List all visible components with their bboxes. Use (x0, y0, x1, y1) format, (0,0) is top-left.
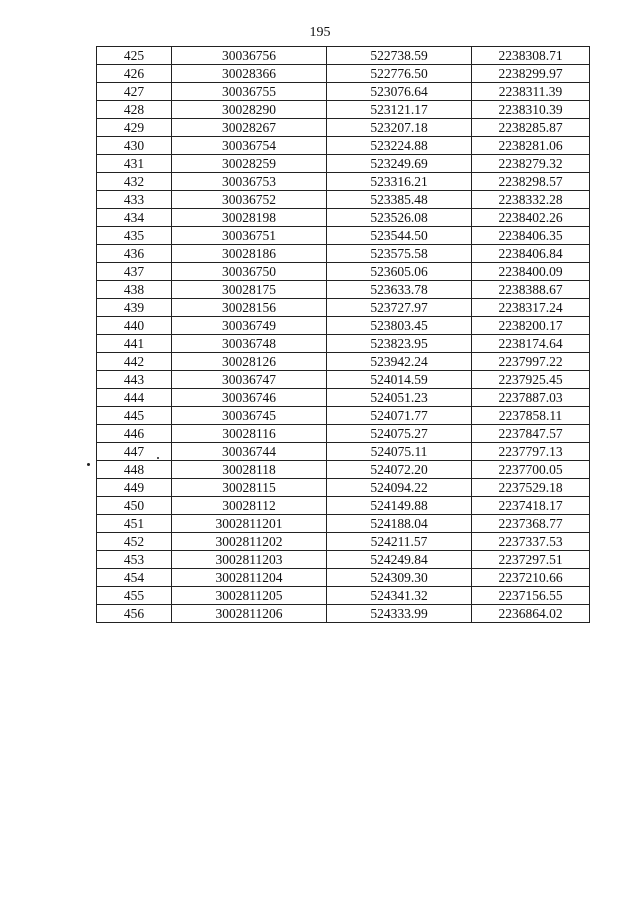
y-coordinate-cell: 2238388.67 (472, 281, 590, 299)
y-coordinate-cell: 2237156.55 (472, 587, 590, 605)
point-number-cell: 441 (97, 335, 172, 353)
y-coordinate-cell: 2237529.18 (472, 479, 590, 497)
table-row (97, 101, 590, 119)
x-coordinate-cell: 524188.04 (327, 515, 472, 533)
table-row (97, 533, 590, 551)
point-id-cell: 30036749 (172, 317, 327, 335)
x-coordinate-cell: 523823.95 (327, 335, 472, 353)
table-row (97, 461, 590, 479)
y-coordinate-cell: 2237997.22 (472, 353, 590, 371)
point-number-cell: 433 (97, 191, 172, 209)
y-coordinate-cell: 2238317.24 (472, 299, 590, 317)
point-number-cell: 425 (97, 47, 172, 65)
table-row (97, 353, 590, 371)
x-coordinate-cell: 524075.27 (327, 425, 472, 443)
y-coordinate-cell: 2238310.39 (472, 101, 590, 119)
x-coordinate-cell: 522738.59 (327, 47, 472, 65)
point-number-cell: 446 (97, 425, 172, 443)
point-number-cell: 445 (97, 407, 172, 425)
table-row (97, 47, 590, 65)
coordinates-table-body (97, 47, 590, 623)
x-coordinate-cell: 524014.59 (327, 371, 472, 389)
y-coordinate-cell: 2238298.57 (472, 173, 590, 191)
point-number-cell: 440 (97, 317, 172, 335)
point-id-cell: 30028198 (172, 209, 327, 227)
x-coordinate-cell: 522776.50 (327, 65, 472, 83)
point-number-cell: 451 (97, 515, 172, 533)
point-id-cell: 30028366 (172, 65, 327, 83)
point-id-cell: 30036744 (172, 443, 327, 461)
table-row (97, 515, 590, 533)
point-number-cell: 448 (97, 461, 172, 479)
x-coordinate-cell: 523526.08 (327, 209, 472, 227)
point-number-cell: 426 (97, 65, 172, 83)
y-coordinate-cell: 2237368.77 (472, 515, 590, 533)
table-row (97, 479, 590, 497)
point-number-cell: 455 (97, 587, 172, 605)
x-coordinate-cell: 523605.06 (327, 263, 472, 281)
point-number-cell: 450 (97, 497, 172, 515)
table-row (97, 173, 590, 191)
point-number-cell: 454 (97, 569, 172, 587)
y-coordinate-cell: 2238400.09 (472, 263, 590, 281)
y-coordinate-cell: 2238299.97 (472, 65, 590, 83)
point-id-cell: 30036751 (172, 227, 327, 245)
y-coordinate-cell: 2237210.66 (472, 569, 590, 587)
y-coordinate-cell: 2238200.17 (472, 317, 590, 335)
point-number-cell: 435 (97, 227, 172, 245)
table-row (97, 551, 590, 569)
x-coordinate-cell: 523316.21 (327, 173, 472, 191)
y-coordinate-cell: 2237700.05 (472, 461, 590, 479)
y-coordinate-cell: 2238406.35 (472, 227, 590, 245)
x-coordinate-cell: 523249.69 (327, 155, 472, 173)
point-id-cell: 3002811201 (172, 515, 327, 533)
point-id-cell: 30036746 (172, 389, 327, 407)
table-row (97, 263, 590, 281)
y-coordinate-cell: 2238285.87 (472, 119, 590, 137)
x-coordinate-cell: 524072.20 (327, 461, 472, 479)
x-coordinate-cell: 523633.78 (327, 281, 472, 299)
point-id-cell: 30036750 (172, 263, 327, 281)
point-id-cell: 30028259 (172, 155, 327, 173)
point-id-cell: 30028267 (172, 119, 327, 137)
point-number-cell: 432 (97, 173, 172, 191)
point-number-cell: 453 (97, 551, 172, 569)
table-row (97, 443, 590, 461)
y-coordinate-cell: 2238406.84 (472, 245, 590, 263)
point-number-cell: 427 (97, 83, 172, 101)
y-coordinate-cell: 2238281.06 (472, 137, 590, 155)
point-id-cell: 30028186 (172, 245, 327, 263)
table-row (97, 497, 590, 515)
table-row (97, 299, 590, 317)
point-number-cell: 449 (97, 479, 172, 497)
x-coordinate-cell: 523076.64 (327, 83, 472, 101)
point-number-cell: 434 (97, 209, 172, 227)
point-number-cell: 428 (97, 101, 172, 119)
y-coordinate-cell: 2237297.51 (472, 551, 590, 569)
point-id-cell: 30028126 (172, 353, 327, 371)
x-coordinate-cell: 523121.17 (327, 101, 472, 119)
x-coordinate-cell: 523803.45 (327, 317, 472, 335)
y-coordinate-cell: 2238308.71 (472, 47, 590, 65)
table-row (97, 389, 590, 407)
point-id-cell: 3002811205 (172, 587, 327, 605)
x-coordinate-cell: 524211.57 (327, 533, 472, 551)
x-coordinate-cell: 524094.22 (327, 479, 472, 497)
table-row (97, 605, 590, 623)
y-coordinate-cell: 2237337.53 (472, 533, 590, 551)
table-row (97, 155, 590, 173)
point-id-cell: 30028112 (172, 497, 327, 515)
point-number-cell: 429 (97, 119, 172, 137)
table-row (97, 227, 590, 245)
stray-dot (157, 457, 159, 459)
y-coordinate-cell: 2238174.64 (472, 335, 590, 353)
point-number-cell: 436 (97, 245, 172, 263)
point-number-cell: 431 (97, 155, 172, 173)
table-row (97, 569, 590, 587)
point-number-cell: 443 (97, 371, 172, 389)
y-coordinate-cell: 2237858.11 (472, 407, 590, 425)
table-row (97, 119, 590, 137)
y-coordinate-cell: 2238311.39 (472, 83, 590, 101)
x-coordinate-cell: 524333.99 (327, 605, 472, 623)
y-coordinate-cell: 2237797.13 (472, 443, 590, 461)
point-id-cell: 30036752 (172, 191, 327, 209)
point-number-cell: 437 (97, 263, 172, 281)
table-row (97, 425, 590, 443)
table-row (97, 407, 590, 425)
point-id-cell: 30036755 (172, 83, 327, 101)
table-row (97, 245, 590, 263)
y-coordinate-cell: 2238279.32 (472, 155, 590, 173)
table-row (97, 65, 590, 83)
point-number-cell: 444 (97, 389, 172, 407)
point-number-cell: 442 (97, 353, 172, 371)
table-row (97, 335, 590, 353)
point-id-cell: 30028115 (172, 479, 327, 497)
x-coordinate-cell: 523224.88 (327, 137, 472, 155)
table-row (97, 137, 590, 155)
point-id-cell: 30036748 (172, 335, 327, 353)
table-row (97, 317, 590, 335)
point-id-cell: 30036753 (172, 173, 327, 191)
x-coordinate-cell: 524249.84 (327, 551, 472, 569)
point-number-cell: 438 (97, 281, 172, 299)
x-coordinate-cell: 523942.24 (327, 353, 472, 371)
x-coordinate-cell: 524309.30 (327, 569, 472, 587)
y-coordinate-cell: 2237887.03 (472, 389, 590, 407)
y-coordinate-cell: 2237925.45 (472, 371, 590, 389)
y-coordinate-cell: 2238332.28 (472, 191, 590, 209)
point-id-cell: 30036745 (172, 407, 327, 425)
y-coordinate-cell: 2237847.57 (472, 425, 590, 443)
page-number: 195 (309, 25, 331, 40)
x-coordinate-cell: 524071.77 (327, 407, 472, 425)
point-number-cell: 447 (97, 443, 172, 461)
point-id-cell: 3002811203 (172, 551, 327, 569)
x-coordinate-cell: 524149.88 (327, 497, 472, 515)
point-id-cell: 30028290 (172, 101, 327, 119)
point-number-cell: 456 (97, 605, 172, 623)
point-id-cell: 3002811206 (172, 605, 327, 623)
table-row (97, 83, 590, 101)
table-row (97, 587, 590, 605)
point-id-cell: 3002811204 (172, 569, 327, 587)
table-row (97, 209, 590, 227)
point-id-cell: 30036754 (172, 137, 327, 155)
stray-dot (87, 463, 90, 466)
y-coordinate-cell: 2237418.17 (472, 497, 590, 515)
table-row (97, 191, 590, 209)
point-number-cell: 439 (97, 299, 172, 317)
table-row (97, 371, 590, 389)
x-coordinate-cell: 523207.18 (327, 119, 472, 137)
point-id-cell: 30036756 (172, 47, 327, 65)
point-id-cell: 30028118 (172, 461, 327, 479)
point-number-cell: 452 (97, 533, 172, 551)
x-coordinate-cell: 523385.48 (327, 191, 472, 209)
x-coordinate-cell: 523727.97 (327, 299, 472, 317)
point-id-cell: 30028116 (172, 425, 327, 443)
table-row (97, 281, 590, 299)
y-coordinate-cell: 2238402.26 (472, 209, 590, 227)
x-coordinate-cell: 524341.32 (327, 587, 472, 605)
x-coordinate-cell: 524051.23 (327, 389, 472, 407)
point-id-cell: 3002811202 (172, 533, 327, 551)
point-id-cell: 30036747 (172, 371, 327, 389)
point-number-cell: 430 (97, 137, 172, 155)
x-coordinate-cell: 523575.58 (327, 245, 472, 263)
coordinates-table (96, 46, 590, 623)
x-coordinate-cell: 523544.50 (327, 227, 472, 245)
point-id-cell: 30028156 (172, 299, 327, 317)
x-coordinate-cell: 524075.11 (327, 443, 472, 461)
y-coordinate-cell: 2236864.02 (472, 605, 590, 623)
point-id-cell: 30028175 (172, 281, 327, 299)
